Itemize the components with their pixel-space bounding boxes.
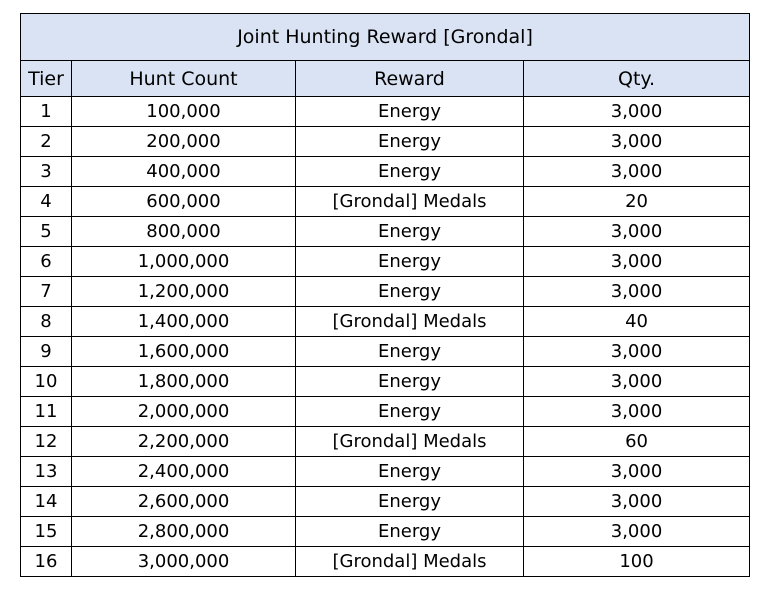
reward-cell: Energy: [296, 97, 524, 127]
qty-cell: 3,000: [524, 127, 750, 157]
tier-cell: 3: [21, 157, 72, 187]
qty-cell: 3,000: [524, 277, 750, 307]
hunt-count-cell: 2,000,000: [72, 397, 296, 427]
hunt-count-cell: 1,200,000: [72, 277, 296, 307]
tier-cell: 2: [21, 127, 72, 157]
qty-cell: 60: [524, 427, 750, 457]
reward-cell: Energy: [296, 277, 524, 307]
tier-cell: 7: [21, 277, 72, 307]
hunt-count-cell: 100,000: [72, 97, 296, 127]
reward-cell: [Grondal] Medals: [296, 427, 524, 457]
qty-cell: 3,000: [524, 517, 750, 547]
hunt-count-cell: 1,800,000: [72, 367, 296, 397]
table-row: [21, 127, 750, 157]
reward-cell: Energy: [296, 247, 524, 277]
tier-cell: 8: [21, 307, 72, 337]
title-row: [21, 14, 750, 61]
hunt-count-cell: 2,800,000: [72, 517, 296, 547]
column-header-reward: Reward: [296, 61, 524, 97]
qty-cell: 40: [524, 307, 750, 337]
hunt-count-cell: 2,600,000: [72, 487, 296, 517]
table-row: [21, 157, 750, 187]
tier-cell: 5: [21, 217, 72, 247]
tier-cell: 12: [21, 427, 72, 457]
tier-cell: 4: [21, 187, 72, 217]
qty-cell: 3,000: [524, 487, 750, 517]
reward-cell: [Grondal] Medals: [296, 547, 524, 577]
column-header-qty: Qty.: [524, 61, 750, 97]
reward-cell: Energy: [296, 457, 524, 487]
hunt-count-cell: 2,400,000: [72, 457, 296, 487]
table-row: [21, 247, 750, 277]
qty-cell: 3,000: [524, 337, 750, 367]
qty-cell: 3,000: [524, 217, 750, 247]
tier-cell: 15: [21, 517, 72, 547]
tier-cell: 6: [21, 247, 72, 277]
hunt-count-cell: 3,000,000: [72, 547, 296, 577]
tier-cell: 1: [21, 97, 72, 127]
table-title: Joint Hunting Reward [Grondal]: [21, 14, 750, 61]
reward-cell: [Grondal] Medals: [296, 187, 524, 217]
qty-cell: 100: [524, 547, 750, 577]
reward-cell: Energy: [296, 127, 524, 157]
hunt-count-cell: 1,400,000: [72, 307, 296, 337]
hunt-count-cell: 200,000: [72, 127, 296, 157]
column-header-hunt-count: Hunt Count: [72, 61, 296, 97]
tier-cell: 13: [21, 457, 72, 487]
tier-cell: 14: [21, 487, 72, 517]
reward-cell: Energy: [296, 217, 524, 247]
tier-cell: 11: [21, 397, 72, 427]
tier-cell: 9: [21, 337, 72, 367]
hunt-count-cell: 1,000,000: [72, 247, 296, 277]
table-row: [21, 187, 750, 217]
reward-cell: Energy: [296, 517, 524, 547]
reward-cell: Energy: [296, 487, 524, 517]
reward-cell: Energy: [296, 367, 524, 397]
table-row: [21, 517, 750, 547]
reward-cell: Energy: [296, 337, 524, 367]
hunt-count-cell: 600,000: [72, 187, 296, 217]
table-row: [21, 397, 750, 427]
tier-cell: 16: [21, 547, 72, 577]
table-row: [21, 337, 750, 367]
table-row: [21, 217, 750, 247]
table-row: [21, 457, 750, 487]
qty-cell: 20: [524, 187, 750, 217]
reward-cell: Energy: [296, 157, 524, 187]
reward-cell: Energy: [296, 397, 524, 427]
header-row: [21, 61, 750, 97]
reward-cell: [Grondal] Medals: [296, 307, 524, 337]
qty-cell: 3,000: [524, 457, 750, 487]
qty-cell: 3,000: [524, 367, 750, 397]
hunt-count-cell: 800,000: [72, 217, 296, 247]
table-row: [21, 97, 750, 127]
table-row: [21, 367, 750, 397]
table-row: [21, 277, 750, 307]
column-header-tier: Tier: [21, 61, 72, 97]
hunt-count-cell: 400,000: [72, 157, 296, 187]
table-body: [21, 97, 750, 577]
hunt-count-cell: 2,200,000: [72, 427, 296, 457]
tier-cell: 10: [21, 367, 72, 397]
qty-cell: 3,000: [524, 397, 750, 427]
qty-cell: 3,000: [524, 157, 750, 187]
hunt-count-cell: 1,600,000: [72, 337, 296, 367]
reward-table: [20, 13, 750, 577]
table-row: [21, 487, 750, 517]
table-row: [21, 547, 750, 577]
table-row: [21, 307, 750, 337]
qty-cell: 3,000: [524, 247, 750, 277]
table-row: [21, 427, 750, 457]
qty-cell: 3,000: [524, 97, 750, 127]
